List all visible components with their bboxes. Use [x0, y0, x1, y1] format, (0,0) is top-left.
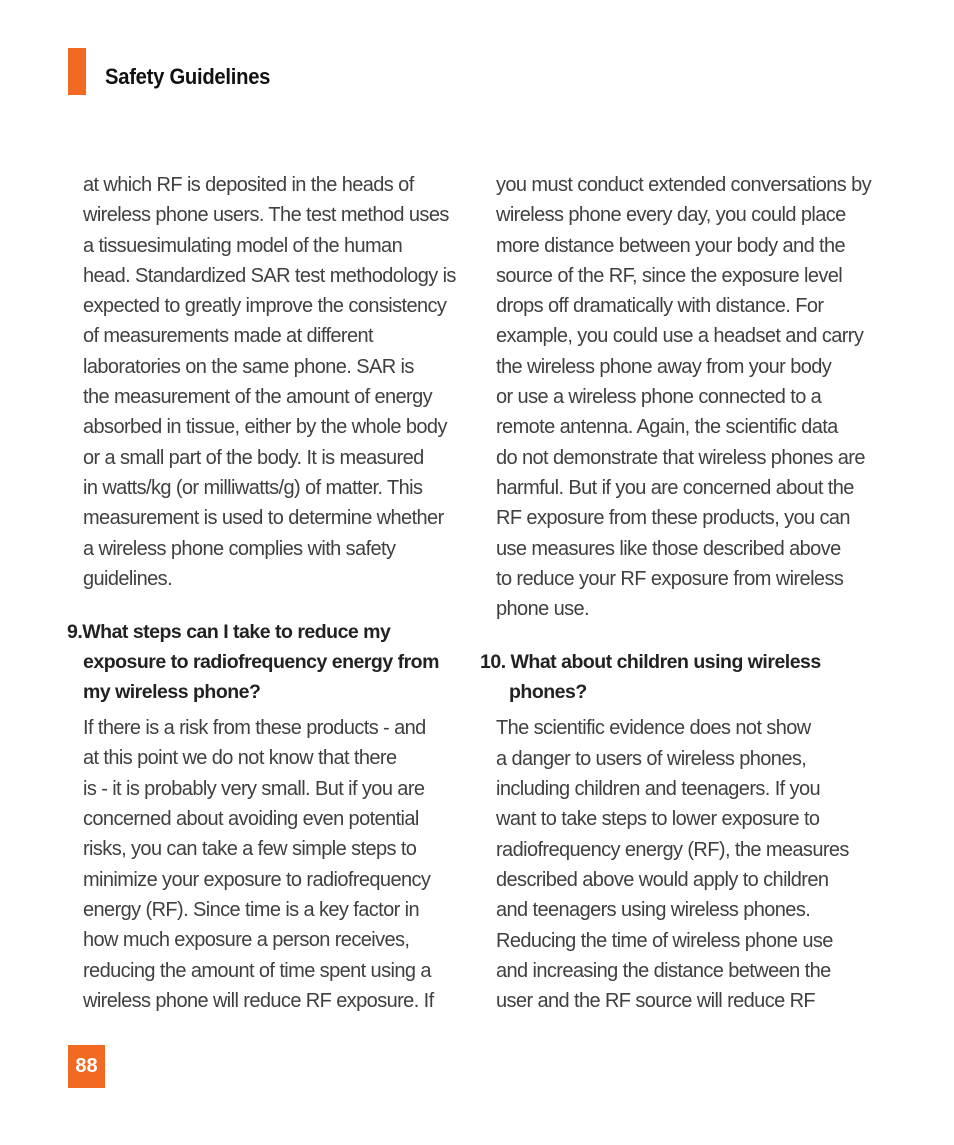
text-line: RF exposure from these products, you can	[496, 507, 850, 530]
text-line: at this point we do not know that there	[83, 747, 397, 770]
text-line: do not demonstrate that wireless phones are	[496, 446, 865, 469]
text-line: user and the RF source will reduce RF	[496, 990, 816, 1013]
text-line: a danger to users of wireless phones,	[496, 747, 807, 770]
text-line: in watts/kg (or milliwatts/g) of matter. This	[83, 476, 423, 499]
text-line: the wireless phone away from your body	[496, 355, 832, 378]
text-line: or a small part of the body. It is measured	[83, 446, 424, 469]
text-line: you must conduct extended conversations by	[496, 174, 872, 196]
page-number-badge: 88	[68, 1045, 105, 1088]
text-line: and increasing the distance between the	[496, 959, 831, 982]
text-line: or use a wireless phone connected to a	[496, 386, 822, 409]
heading-line: 9.What steps can I take to reduce my	[67, 621, 391, 644]
question-9-answer	[83, 713, 457, 1016]
text-line: minimize your exposure to radiofrequency	[83, 868, 431, 891]
text-line: wireless phone will reduce RF exposure. If	[83, 989, 434, 1012]
text-line: absorbed in tissue, either by the whole body	[83, 416, 447, 439]
text-line: at which RF is deposited in the heads of	[83, 174, 414, 196]
text-line: described above would apply to children	[496, 868, 829, 891]
reduce-exposure-paragraph	[496, 170, 870, 624]
heading-line: 10. What about children using wireless	[480, 651, 821, 674]
heading-line: my wireless phone?	[83, 681, 261, 704]
left-column	[67, 170, 457, 1016]
text-line: remote antenna. Again, the scientific data	[496, 416, 838, 439]
text-line: reducing the amount of time spent using a	[83, 959, 431, 982]
text-line: how much exposure a person receives,	[83, 929, 410, 952]
text-line: source of the RF, since the exposure level	[496, 264, 843, 287]
text-line: expected to greatly improve the consistency	[83, 295, 447, 318]
header-accent-bar	[68, 48, 86, 95]
text-line: the measurement of the amount of energy	[83, 386, 433, 409]
page-title: Safety Guidelines	[105, 64, 271, 89]
question-10-answer	[496, 713, 870, 1016]
text-line: including children and teenagers. If you	[496, 778, 821, 801]
text-line: The scientific evidence does not show	[496, 717, 811, 740]
text-line: is - it is probably very small. But if you are	[83, 777, 425, 800]
text-line: a tissuesimulating model of the human	[83, 234, 403, 257]
right-column	[480, 170, 870, 1016]
text-line: of measurements made at different	[83, 325, 373, 348]
text-line: want to take steps to lower exposure to	[496, 808, 820, 831]
text-line: harmful. But if you are concerned about the	[496, 476, 854, 499]
text-line: a wireless phone complies with safety	[83, 537, 396, 560]
text-line: concerned about avoiding even potential	[83, 808, 419, 831]
text-line: wireless phone every day, you could place	[496, 204, 846, 227]
text-line: and teenagers using wireless phones.	[496, 899, 811, 922]
question-10-heading	[480, 647, 870, 707]
text-line: to reduce your RF exposure from wireless	[496, 567, 844, 590]
text-line: more distance between your body and the	[496, 234, 846, 257]
text-line: use measures like those described above	[496, 537, 841, 560]
text-line: risks, you can take a few simple steps to	[83, 838, 417, 861]
text-line: guidelines.	[83, 567, 173, 590]
text-line: wireless phone users. The test method uses	[83, 204, 449, 227]
heading-line: exposure to radiofrequency energy from	[83, 651, 439, 674]
text-line: measurement is used to determine whether	[83, 507, 444, 530]
text-line: example, you could use a headset and carry	[496, 325, 864, 348]
text-line: Reducing the time of wireless phone use	[496, 929, 833, 952]
text-line: If there is a risk from these products - and	[83, 717, 426, 740]
question-9-heading	[67, 617, 457, 707]
text-line: head. Standardized SAR test methodology is	[83, 264, 456, 287]
text-line: energy (RF). Since time is a key factor in	[83, 898, 420, 921]
text-line: drops off dramatically with distance. For	[496, 295, 824, 318]
text-line: radiofrequency energy (RF), the measures	[496, 838, 849, 861]
heading-line: phones?	[509, 681, 587, 704]
text-line: phone use.	[496, 598, 589, 621]
sar-paragraph	[83, 170, 457, 594]
text-line: laboratories on the same phone. SAR is	[83, 355, 414, 378]
